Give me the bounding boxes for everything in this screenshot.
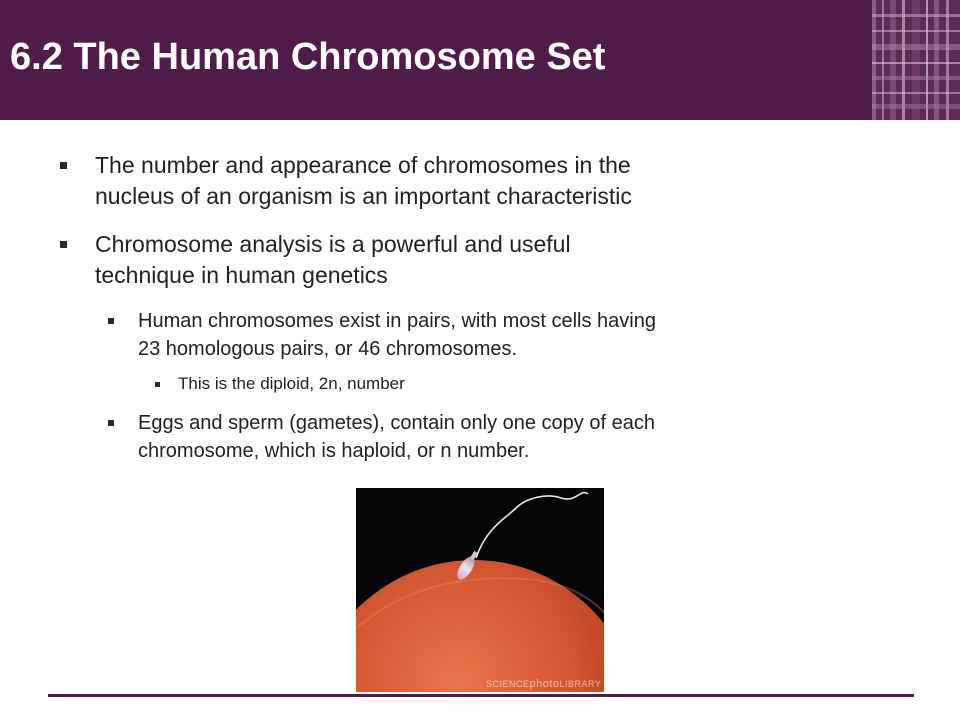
bullet-square-icon bbox=[60, 162, 67, 169]
photo-watermark: SCIENCEphotoLIBRARY bbox=[486, 678, 602, 690]
bullet-line: chromosome, which is haploid, or n number. bbox=[138, 440, 530, 462]
bullet-line: technique in human genetics bbox=[95, 262, 388, 288]
bullet-square-icon bbox=[108, 420, 114, 426]
slide-header bbox=[0, 0, 960, 120]
bullet-square-icon bbox=[60, 241, 67, 248]
bullet-line: The number and appearance of chromosomes in the bbox=[95, 152, 631, 178]
footer-divider bbox=[48, 694, 914, 697]
bullet-line: nucleus of an organism is an important characteristic bbox=[95, 183, 632, 209]
slide-title: 6.2 The Human Chromosome Set bbox=[10, 36, 606, 78]
bullet-line: 23 homologous pairs, or 46 chromosomes. bbox=[138, 338, 518, 360]
bullet-line: Human chromosomes exist in pairs, with most cells having bbox=[138, 310, 656, 332]
header-decoration-icon bbox=[872, 0, 960, 120]
bullet-line: This is the diploid, 2n, number bbox=[178, 374, 405, 393]
sperm-egg-photo bbox=[356, 488, 604, 692]
bullet-line: Eggs and sperm (gametes), contain only one copy of each bbox=[138, 412, 655, 434]
bullet-square-icon bbox=[108, 318, 114, 324]
bullet-line: Chromosome analysis is a powerful and useful bbox=[95, 231, 571, 257]
bullet-square-icon bbox=[155, 382, 160, 387]
sperm-egg-illustration-icon bbox=[356, 488, 604, 692]
